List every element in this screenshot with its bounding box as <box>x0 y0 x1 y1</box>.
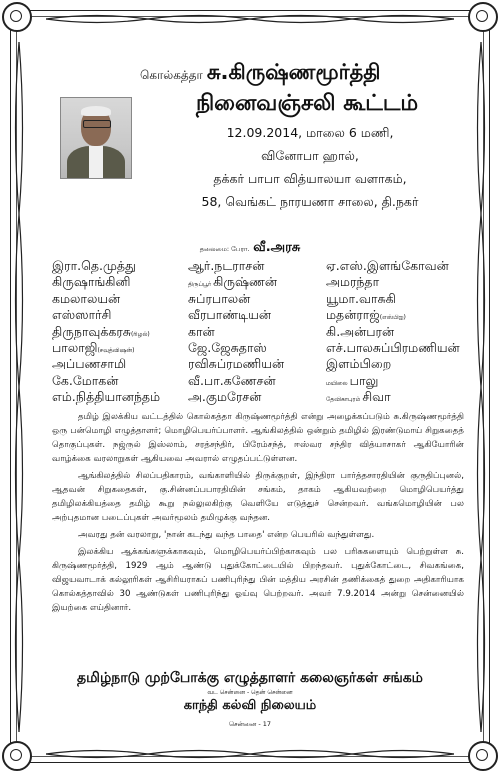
organizer-name: தமிழ்நாடு முற்போக்கு எழுத்தாளர் கலைஞர்கள் சங்கம் <box>77 670 423 686</box>
participant-name <box>326 274 462 290</box>
top-border-ornament <box>46 12 454 26</box>
participant-name <box>188 356 326 372</box>
page-title <box>140 60 470 87</box>
participant-text: சிவா <box>362 389 391 405</box>
page-subtitle: நினைவஞ்சலி கூட்டம் <box>195 91 419 116</box>
participant-name <box>326 291 462 307</box>
chair-label: தலைமை: பேரா. <box>199 245 250 253</box>
event-hall: வினோபா ஹால், <box>261 148 359 163</box>
corner-ornament <box>2 2 32 32</box>
participant-prefix: மயிலை <box>326 379 348 387</box>
participant-row <box>52 356 462 372</box>
participant-name <box>52 258 188 274</box>
participant-row <box>52 258 462 274</box>
participant-name <box>52 274 188 290</box>
participant-text: வீரபாண்டியன் <box>188 307 271 323</box>
participant-row <box>52 340 462 356</box>
participant-text: கே.மோகன் <box>52 372 119 388</box>
participant-text: கிருஷ்ணன் <box>213 274 277 290</box>
participant-text: கிருஷாங்கினி <box>52 274 131 290</box>
participant-prefix: தேவிகாபுரம் <box>326 396 361 404</box>
participant-row <box>52 324 462 340</box>
participant-name <box>52 340 188 356</box>
corner-ornament <box>468 2 498 32</box>
participant-text: ஜே.ஜேசுதாஸ் <box>188 339 267 355</box>
participant-text: யூமா.வாசுகி <box>326 290 396 306</box>
participant-text: பாலு <box>349 372 379 388</box>
participant-text: எம்.நித்தியானந்தம் <box>52 389 161 405</box>
participant-text: எச்.பாலசுப்பிரமணியன் <box>326 339 460 355</box>
participant-suffix: (எஸ்பிஐ) <box>379 314 406 322</box>
participant-name <box>326 258 462 274</box>
participant-text: அமரந்தா <box>326 274 380 290</box>
participant-name <box>188 340 326 356</box>
participant-text: வீ.பா.கணேசன் <box>188 372 276 388</box>
participant-row <box>52 307 462 323</box>
participant-text: திருநாவுக்கரசு <box>52 323 131 339</box>
participant-name <box>188 291 326 307</box>
bio-paragraph: தமிழ் இலக்கிய வட்டத்தில் கொல்கத்தா கிருஷ்ணமூர்த்தி என்று அழைக்கப்படும் சு.கிருஷ்ணமூர்த்தி ஒரு பன்மொழி எழுத்தாளர்; மொழிபெயர்ப்பாளர். ஆங்கிலத்தில் ஒன்றும் தமிழில் இரண்டுமாய் சிறுகதைத் தொகுப்புகள். நஜ்ருல் இஸ்லாம், சரத்சந்திர், பிரேம்சந்த், ஈஸ்வர சந்திர வித்யாசாகர் ஆகியோரின் வாழ்க்கை வரலாறுகள் ஆகியவை அவரால் எழுதப்பட்டுள்ளன. <box>52 412 464 464</box>
participant-name <box>52 389 188 405</box>
bottom-border-ornament <box>46 747 454 761</box>
participant-text: அப்பணசாமி <box>52 356 127 372</box>
participant-name <box>52 373 188 389</box>
bio-paragraph: அவரது தன் வரலாறு, 'நான் கடந்து வந்த பாதை' என்ற பெயரில் வந்துள்ளது. <box>78 530 375 540</box>
participant-text: மதன்ராஜ் <box>326 307 380 323</box>
corner-ornament <box>2 741 32 771</box>
participant-name <box>52 356 188 372</box>
corner-ornament <box>468 741 498 771</box>
participant-name <box>326 356 462 372</box>
right-border-ornament <box>474 42 488 732</box>
publisher-name: காந்தி கல்வி நிலையம் <box>183 698 317 713</box>
participant-text: ரவிசுப்ரமணியன் <box>188 356 285 372</box>
participant-row <box>52 274 462 290</box>
title-prefix: கொல்கத்தா <box>140 68 203 82</box>
participant-name <box>188 274 326 290</box>
event-venue: தக்கர் பாபா வித்யாலயா வளாகம், <box>213 171 407 186</box>
participant-name <box>188 373 326 389</box>
title-name: சு.கிருஷ்ணமூர்த்தி <box>206 60 381 84</box>
publisher-city: சென்னை - 17 <box>228 720 272 728</box>
participant-text: அ.குமரேசன் <box>188 389 262 405</box>
event-date: 12.09.2014, மாலை 6 மணி, <box>226 125 394 140</box>
participant-name <box>52 291 188 307</box>
participant-name <box>52 307 188 323</box>
participant-suffix: (சவுத்விஷன்) <box>97 346 135 354</box>
participant-name <box>326 373 462 389</box>
participant-name <box>188 307 326 323</box>
participant-name <box>326 389 462 405</box>
participant-row <box>52 373 462 389</box>
participant-text: இரா.தெ.முத்து <box>52 258 136 273</box>
participant-text: கான் <box>188 323 215 339</box>
participant-text: இளம்பிறை <box>326 356 392 372</box>
participant-name <box>326 307 462 323</box>
participant-name <box>326 340 462 356</box>
participant-name <box>188 258 326 274</box>
portrait-photo <box>60 97 132 179</box>
participant-name <box>188 389 326 405</box>
chair-line <box>0 240 500 256</box>
participant-row <box>52 389 462 405</box>
participants-grid <box>52 258 462 406</box>
bio-paragraph: ஆங்கிலத்தில் சிலப்பதிகாரம், வங்காளியில் திருக்குறள், இந்திரா பார்த்தசாரதியின் குருதிப்புனல், ஆதவன் சிறுகதைகள், கு.சின்னப்பபாரதியின் சங்கம், தாகம் ஆகியவற்றை மொழிபெயர்த்து தமிழிலக்கியத்தை தமிழ் கூறு நல்லுலகிற்கு வெளியே எடுத்துச் சென்றவர். வங்கமொழியின் பல அற்புதமான படைப்புகள் அவர்மூலம் தமிழுக்கு வந்தன. <box>52 471 464 523</box>
participant-row <box>52 291 462 307</box>
participant-name <box>188 324 326 340</box>
chair-name: வீ.அரசு <box>253 240 301 255</box>
organizer-branch: வட சென்னை - தென் சென்னை <box>207 689 293 696</box>
participant-text: கமலாலயன் <box>52 290 121 306</box>
participant-text: கி.அன்பரன் <box>326 323 395 339</box>
left-border-ornament <box>12 42 26 732</box>
participant-text: சுப்ரபாலன் <box>188 290 251 306</box>
participant-text: பாலாஜி <box>52 339 98 355</box>
participant-prefix: திருப்பூர் <box>188 281 212 289</box>
participant-text: ஏ.எஸ்.இளங்கோவன் <box>326 258 449 273</box>
participant-name <box>326 324 462 340</box>
event-address: 58, வெங்கட் நாரயணா சாலை, தி.நகர் <box>201 194 419 209</box>
bio-paragraph: இலக்கிய ஆக்கங்களுக்காகவும், மொழிபெயர்ப்பிற்காகவும் பல பரிசுகளையும் பெற்றுள்ள சு. கிருஷ்ணமூர்த்தி, 1929 ஆம் ஆண்டு புதுக்கோட்டையில் பிறந்தவர். புதுக்கோட்டை, சிவகங்கை, விஜயவாடாக் கல்லூரிகள் ஆசிரியராகப் பணிபுரிந்து பின் மத்திய அரசின் தணிக்கைத் துறை அதிகாரியாக கொல்கத்தாவில் 30 ஆண்டுகள் பணிபுரிந்து ஓய்வு பெற்றவர். அவர் 7.9.2014 அன்று சென்னையில் இயற்கை எய்தினார். <box>52 547 464 613</box>
participant-text: ஆர்.நடராசன் <box>188 258 265 273</box>
participant-suffix: (ரிழல்) <box>130 330 150 338</box>
participant-name <box>52 324 188 340</box>
participant-text: எஸ்ஸார்சி <box>52 307 112 323</box>
biography <box>52 410 464 618</box>
